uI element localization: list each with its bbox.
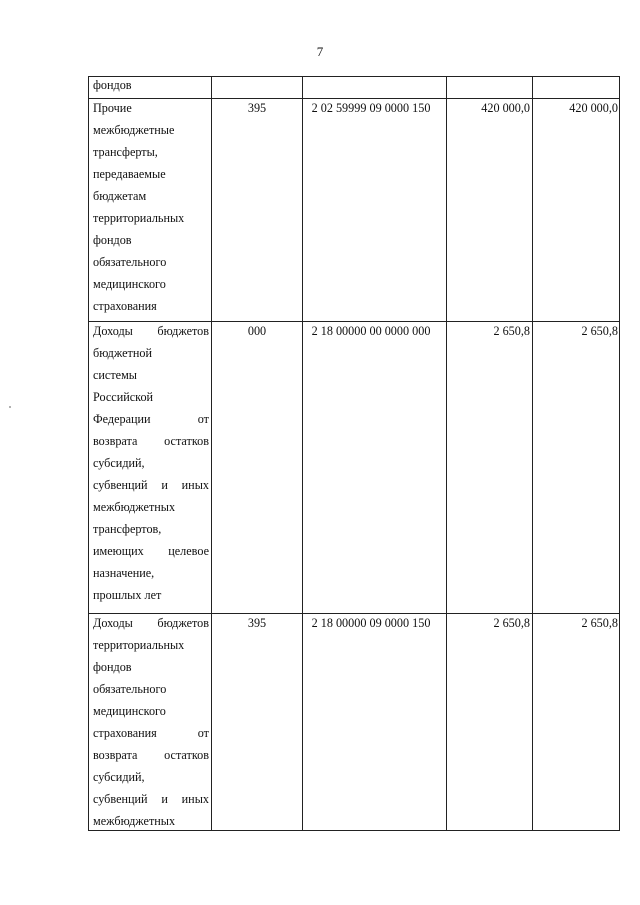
table-row-amount-2: 2 650,8 [581, 324, 618, 338]
table-row-name: Доходы бюджетов территориальных фондов обязательного медицинского страхования от возврата остатков субсидий, субвенций и иных межбюджетных [93, 616, 209, 828]
table-border-left [88, 76, 89, 831]
column-divider [532, 76, 533, 831]
table-row-budget-code: 2 18 00000 00 0000 000 [311, 324, 431, 338]
table-row-admin-code: 000 [247, 324, 267, 338]
column-divider [211, 76, 212, 831]
table-row-budget-code: 2 18 00000 09 0000 150 [311, 616, 431, 630]
table-row-amount-1: 2 650,8 [493, 616, 530, 630]
table-row-amount-2: 420 000,0 [569, 101, 618, 115]
page-number: 7 [316, 44, 324, 59]
column-divider [302, 76, 303, 831]
table-row-admin-code: 395 [247, 101, 267, 115]
table-row-name: Прочие межбюджетные трансферты, передаваемые бюджетам территориальных фондов обязательного медицинского страхования [93, 101, 185, 313]
table-row-amount-1: 2 650,8 [493, 324, 530, 338]
table-row-amount-2: 2 650,8 [581, 616, 618, 630]
table-row-name: фондов [93, 78, 132, 92]
column-divider [446, 76, 447, 831]
table-row-amount-1: 420 000,0 [481, 101, 530, 115]
table-row-budget-code: 2 02 59999 09 0000 150 [311, 101, 431, 115]
scan-speck [9, 406, 11, 408]
table-row-admin-code: 395 [247, 616, 267, 630]
table-row-name: Доходы бюджетов бюджетной системы Российской Федерации от возврата остатков субсидий, субвенций и иных межбюджетных трансфертов, имеющих целевое назначение, прошлых лет [93, 324, 209, 602]
revenue-table [88, 76, 620, 831]
table-border-right [619, 76, 620, 831]
